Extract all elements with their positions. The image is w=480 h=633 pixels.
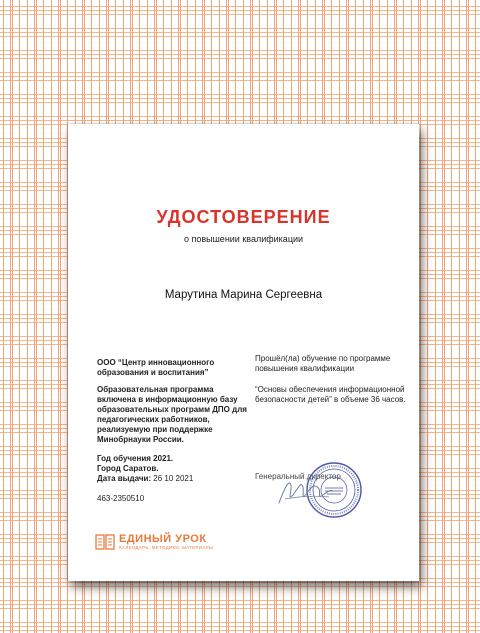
director-label: Генеральный директор xyxy=(255,472,341,481)
completed-text: Прошёл(ла) обучение по программе повышения квалификации xyxy=(255,354,391,373)
recipient-name: Марутина Марина Сергеевна xyxy=(164,289,323,301)
issue-info xyxy=(97,454,247,484)
certificate-sheet xyxy=(68,124,419,581)
program-description: Образовательная программа включена в информационную базу образовательных программ ДПО для педагогических работников, реализуемую при поддержке Минобрнауки России. xyxy=(97,385,247,444)
logo-tagline: КАЛЕНДАРЬ, МЕТОДИКИ, МАТЕРИАЛЫ xyxy=(119,545,214,550)
certificate-subtitle: о повышении квалификации xyxy=(183,234,304,244)
registration-number: 463-2350510 xyxy=(97,494,145,503)
issue-date-label: Дата выдачи: xyxy=(97,474,152,483)
organization-name: ООО “Центр инновационного образования и воспитания” xyxy=(97,358,215,377)
year-line: Год обучения 2021. xyxy=(97,454,174,463)
issue-date xyxy=(97,474,247,484)
book-logo-icon xyxy=(95,533,115,551)
issue-date-value: 26 10 2021 xyxy=(153,474,194,483)
director-signature-icon xyxy=(275,473,335,509)
city-line: Город Саратов. xyxy=(97,464,159,473)
course-text: “Основы обеспечения информационной безопасности детей” в объеме 36 часов. xyxy=(255,385,406,404)
certificate-title: УДОСТОВЕРЕНИЕ xyxy=(156,207,331,227)
logo-text xyxy=(119,533,213,551)
logo-name: ЕДИНЫЙ УРОК xyxy=(119,533,207,545)
edinyi-urok-logo xyxy=(95,531,213,553)
